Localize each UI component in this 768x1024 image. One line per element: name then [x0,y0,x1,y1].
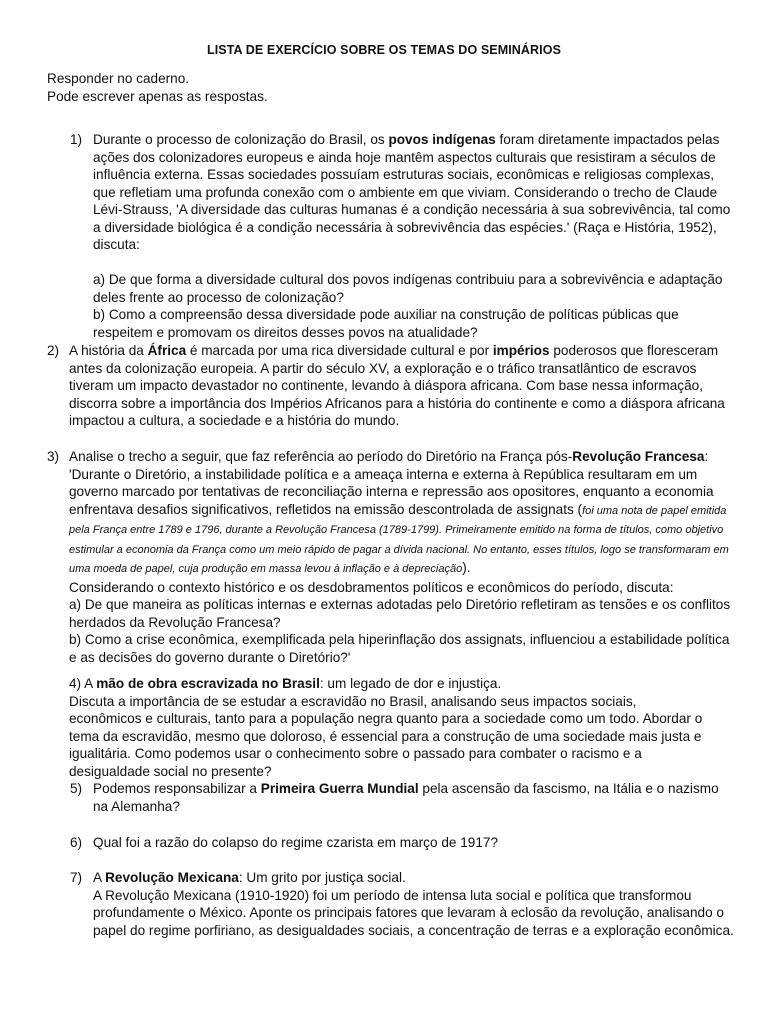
bold-term: Primeira Guerra Mundial [260,781,419,796]
bold-term: povos indígenas [388,132,496,147]
question-1 [47,131,737,341]
question-text [93,869,737,939]
question-4 [69,675,709,780]
bold-term: Revolução Francesa [572,449,705,464]
question-body: A Revolução Mexicana (1910-1920) foi um período de intensa luta social e política que transformou profundamente o México. Aponte os principais fatores que levaram à eclosão da revolução, analisando o papel do regime porfiriano, as desigualdades sociais, a concentração de terras e a exploração econômica. [93,887,734,938]
sub-question-a: a) De que forma a diversidade cultural dos povos indígenas contribuiu para a sobrevivência e adaptação deles frente ao processo de colonização? [93,272,723,305]
question-7 [47,869,737,939]
question-2 [47,342,737,430]
question-text [93,780,737,815]
instructions [47,70,268,105]
text-run: foram diretamente impactados pelas ações dos colonizadores europeus e ainda hoje mantêm aspectos culturais que resistiram a séculos de influência externa. Essas sociedades possuíam estruturas sociais, econômicas e religiosas complexas, que refletiam uma profunda conexão com o ambiente em que viviam. Considerando o trecho de Claude Lévi-Strauss, 'A diversidade das culturas humanas é a condição necessária à sua sobrevivência, tal como a diversidade biológica é a condição necessária à sobrevivência das espécies.' (Raça e História, 1952), discuta: [93,132,731,252]
sub-question-a: a) De que maneira as políticas internas e externas adotadas pelo Diretório refletiram as tensões e os conflitos herdados da Revolução Francesa? [69,597,731,630]
instruction-line: Pode escrever apenas as respostas. [47,88,268,104]
context-line: Considerando o contexto histórico e os desdobramentos políticos e econômicos do período, discuta: [69,579,674,595]
text-run: Podemos responsabilizar a [93,781,261,796]
question-text: Discuta a importância de se estudar a escravidão no Brasil, analisando seus impactos sociais, econômicos e culturais, tanto para a população negra quanto para a sociedade como um todo. Abordar o tema da escravidão, mesmo que doloroso, é essencial para a construção de uma sociedade mais justa e igualitária. Como podemos usar o conhecimento sobre o passado para combater o racismo e a desigualdade social no presente? [69,693,703,779]
footnote-italic: foi uma nota de papel emitida pela França entre 1789 e 1796, durante a Revolução Francesa (1789-1799). Primeiramente emitido na forma de títulos, como objetivo estimular a economia da França como um meio rápido de pagar a dívida nacional. No entanto, esses títulos, logo se transformaram em uma moeda de papel, cuja produção em massa levou à inflação e à depreciação [69,504,729,575]
bold-term: impérios [492,343,550,358]
question-text [69,342,737,430]
question-heading [93,869,737,887]
text-run: : 'Durante o Diretório, a instabilidade política e a ameaça interna e externa à República resultaram em um governo marcado por tentativas de reconciliação interna e repressão aos opositores, enquanto a economia enfrentava desafios significativos, refletidos na emissão descontrolada de assignats ( [69,449,714,517]
question-6 [47,834,737,852]
text-run: : um legado de dor e injustiça. [319,676,502,691]
text-run: é marcada por uma rica diversidade cultural e por [186,343,493,358]
question-number: 1) [70,132,83,147]
bold-term: mão de obra escravizada no Brasil [96,676,320,691]
question-3 [47,448,737,666]
text-run: Durante o processo de colonização do Brasil, os [93,132,389,147]
question-number: 6) [70,835,83,850]
bold-term: África [147,343,187,358]
instruction-line: Responder no caderno. [47,71,190,86]
question-5 [47,780,737,815]
question-number: 2) [47,343,60,358]
question-text [93,131,737,341]
text-run: A [93,870,106,885]
text-run: 4) A [69,676,97,691]
question-text: Qual foi a razão do colapso do regime czarista em março de 1917? [93,835,499,850]
text-run: ). [462,560,471,575]
text-run: pela ascensão da fascismo, na Itália e o nazismo na Alemanha? [93,781,719,814]
question-number: 3) [47,449,60,464]
question-number: 7) [70,870,83,885]
text-run: A história da [69,343,148,358]
bold-term: Revolução Mexicana [105,870,239,885]
text-run: : Um grito por justiça social. [238,870,406,885]
sub-question-b: b) Como a compreensão dessa diversidade pode auxiliar na construção de políticas públicas que respeitem e promovam os direitos desses povos na atualidade? [93,307,679,340]
question-heading [69,675,709,693]
text-run: poderosos que floresceram antes da colonização europeia. A partir do século XV, a exploração e o tráfico transatlântico de escravos tiveram um impacto devastador no continente, levando à diáspora africana. Com base nessa informação, discorra sobre a importância dos Impérios Africanos para a história do continente e como a diáspora africana impactou a cultura, a sociedade e a história do mundo. [69,343,725,428]
page-title: LISTA DE EXERCÍCIO SOBRE OS TEMAS DO SEMINÁRIOS [206,43,562,57]
question-number: 5) [70,781,83,796]
question-text [69,448,737,666]
text-run: Analise o trecho a seguir, que faz referência ao período do Diretório na França pós- [69,449,573,464]
sub-question-b: b) Como a crise econômica, exemplificada pela hiperinflação dos assignats, influenciou a estabilidade política e as decisões do governo durante o Diretório?' [69,632,730,665]
